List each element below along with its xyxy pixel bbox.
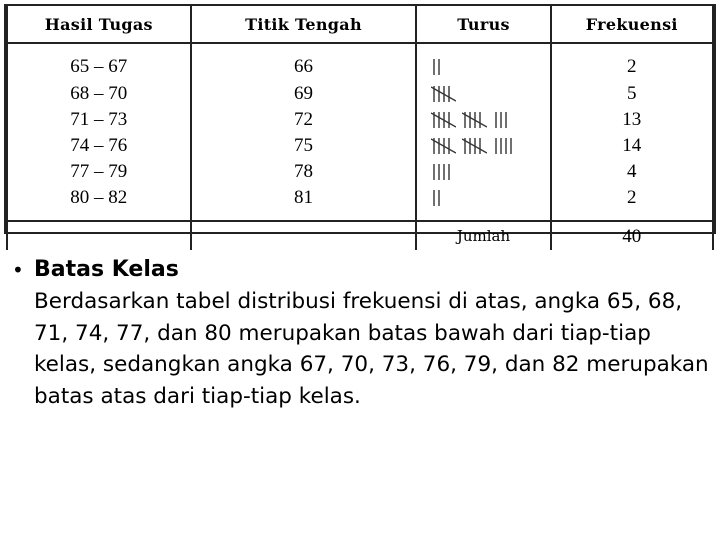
total-row: [7, 221, 713, 250]
tally-group-icon: [462, 110, 487, 130]
tally-cell: [416, 158, 550, 184]
frequency-cell: 5: [551, 80, 713, 106]
table-row: [7, 43, 713, 80]
tally-group-icon: [431, 110, 456, 130]
total-label: Jumlah: [416, 221, 550, 250]
table-row: [7, 132, 713, 158]
table-row: [7, 106, 713, 132]
midpoint-cell: 66: [191, 43, 417, 80]
table-row: [7, 184, 713, 221]
bullet-icon: •: [12, 258, 24, 282]
interval-cell: 68 – 70: [7, 80, 191, 106]
midpoint-cell: 75: [191, 132, 417, 158]
bullet-item: [12, 254, 712, 412]
tally-marks-icon: [431, 162, 456, 182]
frequency-table-container: [4, 4, 716, 247]
tally-cell: [416, 132, 550, 158]
tally-cell: [416, 43, 550, 80]
tally-group-icon: [431, 136, 456, 156]
tally-cell: [416, 80, 550, 106]
interval-cell: 80 – 82: [7, 184, 191, 221]
section-paragraph: Berdasarkan tabel distribusi frekuensi di atas, angka 65, 68, 71, 74, 77, dan 80 merupakan batas bawah dari tiap-tiap kelas, sedangkan angka 67, 70, 73, 76, 79, dan 82 merupakan batas atas dari tiap-tiap kelas.: [34, 289, 709, 409]
total-value: 40: [551, 221, 713, 250]
tally-marks-icon: [493, 136, 518, 156]
header-titik-tengah: Titik Tengah: [191, 6, 417, 43]
midpoint-cell: 72: [191, 106, 417, 132]
tally-cell: [416, 184, 550, 221]
empty-cell: [191, 221, 417, 250]
table-header-row: [7, 6, 713, 43]
midpoint-cell: 81: [191, 184, 417, 221]
tally-marks-icon: [493, 110, 513, 130]
table-row: [7, 158, 713, 184]
empty-cell: [7, 221, 191, 250]
bullet-body: [34, 254, 712, 412]
batas-kelas-section: [12, 254, 712, 412]
interval-cell: 71 – 73: [7, 106, 191, 132]
tally-marks-icon: [431, 188, 446, 208]
tally-group-icon: [431, 84, 456, 104]
table-row: [7, 80, 713, 106]
frequency-cell: 4: [551, 158, 713, 184]
tally-cell: [416, 106, 550, 132]
frequency-cell: 2: [551, 184, 713, 221]
frequency-cell: 13: [551, 106, 713, 132]
frequency-cell: 14: [551, 132, 713, 158]
header-frekuensi: Frekuensi: [551, 6, 713, 43]
tally-marks-icon: [431, 57, 446, 77]
frequency-cell: 2: [551, 43, 713, 80]
header-hasil-tugas: Hasil Tugas: [7, 6, 191, 43]
section-heading: Batas Kelas: [34, 257, 179, 282]
tally-group-icon: [462, 136, 487, 156]
header-turus: Turus: [416, 6, 550, 43]
midpoint-cell: 69: [191, 80, 417, 106]
midpoint-cell: 78: [191, 158, 417, 184]
interval-cell: 74 – 76: [7, 132, 191, 158]
interval-cell: 77 – 79: [7, 158, 191, 184]
interval-cell: 65 – 67: [7, 43, 191, 80]
frequency-distribution-table: [6, 6, 714, 250]
